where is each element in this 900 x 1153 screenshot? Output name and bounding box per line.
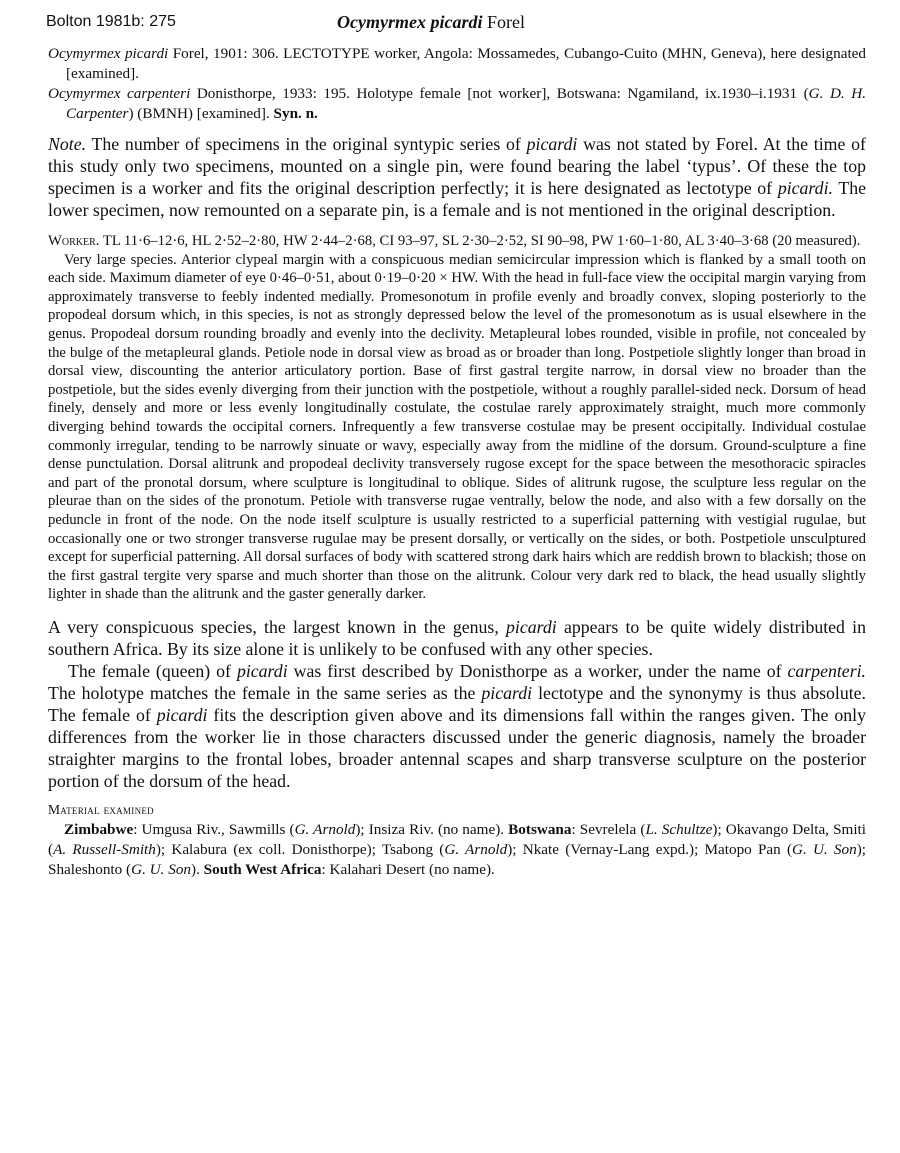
country-name: South West Africa — [203, 860, 322, 878]
discussion-text: The holotype matches the female in the same series as the — [48, 682, 482, 703]
discussion-paragraph — [48, 660, 866, 792]
material-text: ); Insiza Riv. (no name). — [355, 820, 509, 838]
species-author: Forel — [486, 12, 525, 32]
material-text: : Sevrelela ( — [571, 820, 646, 838]
species-epithet: picardi — [236, 660, 288, 681]
collector-name: G. Arnold — [444, 840, 508, 858]
note-text: was not stated by Forel. At the time of this study only two specimens, mounted on a single pin, were found bearing the label ‘typus’. Of these the top specimen is a worker and fits the original description perfectly; it is here designated as lectotype of — [48, 134, 866, 198]
collector-name: G. Arnold — [294, 820, 356, 838]
material-text: : Kalahari Desert (no name). — [321, 860, 495, 878]
worker-description — [48, 232, 866, 604]
note-paragraph — [48, 133, 866, 221]
collector-name: G. D. H. Carpenter — [66, 85, 867, 122]
material-text: ); Okavango Delta, Smiti ( — [48, 820, 866, 858]
synonymy-entry — [48, 84, 866, 124]
note-label: Note. — [48, 134, 87, 154]
material-text: ); Nkate (Vernay-Lang expd.); Matopo Pan ( — [507, 840, 792, 858]
discussion-text: was first described by Donisthorpe as a worker, under the name of — [287, 660, 788, 681]
material-text: ); Shaleshonto ( — [48, 840, 866, 878]
synonymy-text: Donisthorpe, 1933: 195. Holotype female [not worker], Botswana: Ngamiland, ix.1930–i.1931 ( — [196, 85, 809, 102]
discussion-text: lectotype and the synonymy is thus absolute. The female of — [48, 682, 867, 725]
collector-name: G. U. Son — [131, 860, 192, 878]
discussion-paragraph — [48, 616, 866, 660]
discussion-text: fits the description given above and its dimensions fall within the ranges given. The only differences from the worker lie in those characters discussed under the generic diagnosis, namely the broader straighter margins to the frontal lobes, broader antennal scapes and sharp transverse sculpture on the posterior portion of the dorsum of the head. — [48, 704, 866, 791]
taxon-name: Ocymyrmex picardi — [48, 45, 169, 62]
synonymy-text: Forel, 1901: 306. LECTOTYPE worker, Angola: Mossamedes, Cubango-Cuito (MHN, Geneva), here designated [examined]. — [66, 45, 867, 82]
note-text: The lower specimen, now remounted on a separate pin, is a female and is not mentioned in the original description. — [48, 178, 866, 220]
synonymy-text: ) (BMNH) [examined]. — [128, 105, 274, 122]
note-text: The number of specimens in the original syntypic series of — [86, 134, 527, 154]
article-body — [48, 44, 866, 880]
species-epithet: picardi — [481, 682, 533, 703]
worker-description-text: Very large species. Anterior clypeal margin with a conspicuous median semicircular impression which is flanked by a small tooth on each side. Maximum diameter of eye 0·46–0·51, about 0·19–0·20 × HW. With the head in full-face view the occipital margin varying from approximately transverse to feebly indented medially. Promesonotum in profile evenly and broadly convex, sloping posteriorly to the propodeal dorsum which, in this species, is not as strongly depressed below the level of the promesonotum as is usual elsewhere in the genus. Propodeal dorsum rounding broadly and evenly into the declivity. Metapleural lobes rounded, visible in profile, not concealed by the bulge of the metapleural glands. Petiole node in dorsal view as broad as or broader than long. Postpetiole slightly longer than broad in dorsal view, discounting the anterior articulatory portion. Base of first gastral tergite narrow, in dorsal view no broader than the postpetiole, but the sides evenly diverging from their junction with the postpetiole, without a roughly parallel-sided neck. Dorsum of head finely, densely and more or less evenly longitudinally costulate, the costulae rarely approximately straight, much more commonly diverging behind towards the occipital corners. Infrequently a few transverse costulae may be present occipitally. Individual costulae commonly irregular, tending to be narrowly sinuate or wavy, especially away from the midline of the dorsum. Ground-sculpture a fine dense punctulation. Dorsal alitrunk and propodeal declivity transversely rugose except for the space between the mesothoracic spiracles and part of the pronotal dorsum, where sculpture is longitudinal to oblique. Sides of alitrunk rugose, the sculpture less regular on the pleurae than on the sides of the pronotum. Petiole with transverse rugae ventrally, below the node, and also with a few dorsally on the peduncle in front of the node. On the node itself sculpture is usually restricted to a superficial patterning with vestigial rugulae, but occasionally one or two stronger transverse rugulae may be present dorsally, or vertically on the sides, or both. Postpetiole unsculptured except for superficial patterning. All dorsal surfaces of body with scattered strong dark hairs which are reddish brown to blackish; those on the first gastral tergite very sparse and much shorter than those on the alitrunk. Colour very dark red to black, the head usually slightly lighter in shade than the alitrunk and the gaster generally darker. — [48, 251, 866, 603]
discussion — [48, 616, 866, 792]
country-name: Botswana — [508, 820, 572, 838]
discussion-text: A very conspicuous species, the largest known in the genus, — [48, 616, 507, 637]
species-name: Ocymyrmex picardi — [337, 12, 483, 32]
taxon-name: Ocymyrmex carpenteri — [48, 85, 191, 102]
worker-measurements — [48, 232, 866, 251]
material-text: ); Kalabura (ex coll. Donisthorpe); Tsabong ( — [155, 840, 445, 858]
synonymy-entry — [48, 44, 866, 84]
species-epithet: carpenteri. — [787, 660, 866, 681]
material-list — [48, 820, 866, 880]
measurements-text: TL 11·6–12·6, HL 2·52–2·80, HW 2·44–2·68, CI 93–97, SL 2·30–2·52, SI 90–98, PW 1·60–1·80, AL 3·40–3·68 (20 measured). — [99, 233, 861, 249]
running-citation: Bolton 1981b: 275 — [46, 13, 176, 30]
collector-name: G. U. Son — [792, 840, 857, 858]
material-text: ). — [191, 860, 204, 878]
collector-name: L. Schultze — [645, 820, 713, 838]
collector-name: A. Russell-Smith — [53, 840, 156, 858]
country-name: Zimbabwe — [64, 820, 134, 838]
worker-label: Worker. — [48, 233, 100, 249]
discussion-text: The female (queen) of — [68, 660, 237, 681]
species-epithet: picardi. — [777, 178, 833, 198]
material-text: : Umgusa Riv., Sawmills ( — [133, 820, 295, 838]
material-heading: Material examined — [48, 801, 154, 817]
discussion-text: appears to be quite widely distributed in southern Africa. By its size alone it is unlikely to be confused with any other species. — [48, 616, 866, 659]
species-heading — [337, 12, 525, 33]
synonymy-status: Syn. n. — [273, 105, 318, 122]
species-epithet: picardi — [506, 616, 557, 637]
species-epithet: picardi — [156, 704, 208, 725]
species-epithet: picardi — [526, 134, 578, 154]
